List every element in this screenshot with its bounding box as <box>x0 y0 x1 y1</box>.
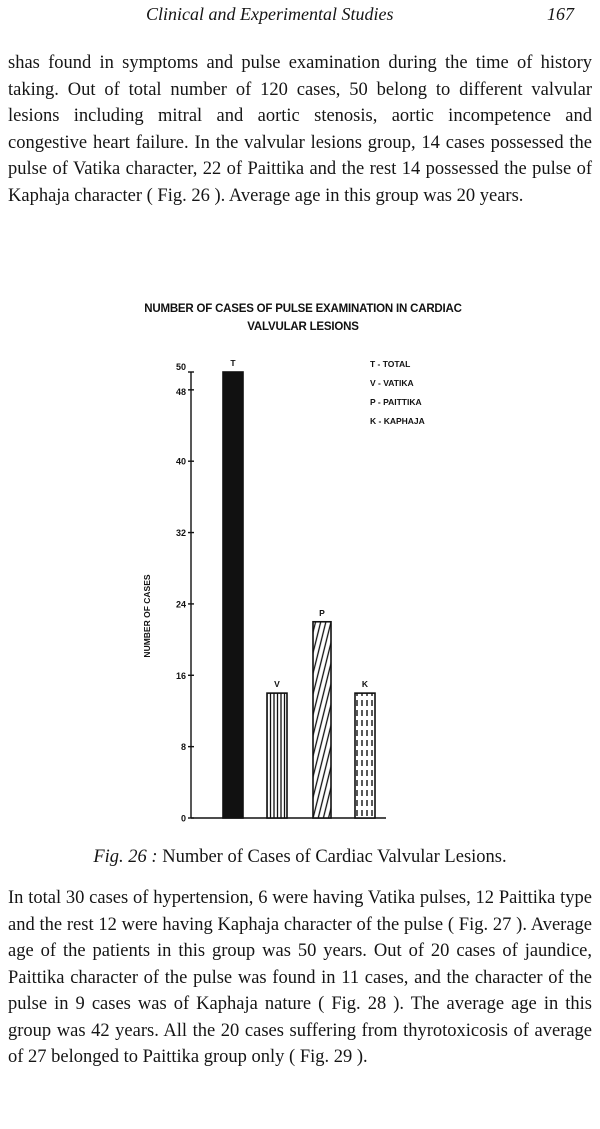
bar-label-p: P <box>319 607 325 618</box>
y-axis-label: NUMBER OF CASES <box>142 574 152 658</box>
legend-item: P - PAITTIKA <box>370 397 422 407</box>
y-tick-label: 0 <box>180 813 186 824</box>
figure-26 <box>0 290 600 830</box>
legend-item: T - TOTAL <box>370 359 411 369</box>
running-title: Clinical and Experimental Studies <box>146 4 394 24</box>
page-header <box>0 4 600 28</box>
bar-label-v: V <box>274 679 280 690</box>
bar-t <box>223 372 243 818</box>
legend-item: K - KAPHAJA <box>370 416 425 426</box>
legend <box>370 359 425 426</box>
caption-figure-ref: Fig. 26 : <box>93 847 158 867</box>
bar-label-k: K <box>361 679 369 690</box>
y-tick-label: 48 <box>175 386 186 397</box>
body-paragraph-2: In total 30 cases of hypertension, 6 were having Vatika pulses, 12 Paittika type and the rest 12 were having Kaphaja character of the pulse ( Fig. 27 ). Average age of the patients in this group was 50 years. Out of 20 cases of jaundice, Paittika character of the pulse was found in 11 cases, and the character of the pulse in 9 cases was of Kaphaja nature ( Fig. 28 ). The average age in this group was 42 years. All the 20 cases suffering from thyrotoxicosis of average of 27 belonged to Paittika group only ( Fig. 29 ). <box>8 888 592 1067</box>
bar-chart <box>0 290 600 830</box>
chart-title-line-2: VALVULAR LESIONS <box>247 321 359 333</box>
y-tick-label: 24 <box>175 599 186 610</box>
y-tick-label: 32 <box>175 528 186 539</box>
bars <box>223 358 375 818</box>
bar-p <box>313 622 331 818</box>
chart-title-line-1: NUMBER OF CASES OF PULSE EXAMINATION IN CARDIAC <box>144 303 462 315</box>
legend-item: V - VATIKA <box>370 378 414 388</box>
y-tick-label: 8 <box>180 742 186 753</box>
page-number: 167 <box>547 4 574 24</box>
body-paragraph-1: shas found in symptoms and pulse examination during the time of history taking. Out of total number of 120 cases, 50 belong to different valvular lesions including mitral and aortic stenosis, aortic incompetence and congestive heart failure. In the valvular lesions group, 14 cases possessed the pulse of Vatika character, 22 of Paittika and the rest 14 possessed the pulse of Kaphaja character ( Fig. 26 ). Average age in this group was 20 years. <box>8 53 592 206</box>
bar-v <box>267 693 287 818</box>
y-tick-label: 16 <box>175 670 186 681</box>
bar-k <box>355 693 375 818</box>
y-tick-label: 50 <box>175 362 186 372</box>
y-tick-label: 40 <box>175 456 186 467</box>
bar-label-t: T <box>230 358 236 368</box>
figure-caption <box>0 847 600 868</box>
caption-text: Number of Cases of Cardiac Valvular Lesions. <box>162 847 507 867</box>
